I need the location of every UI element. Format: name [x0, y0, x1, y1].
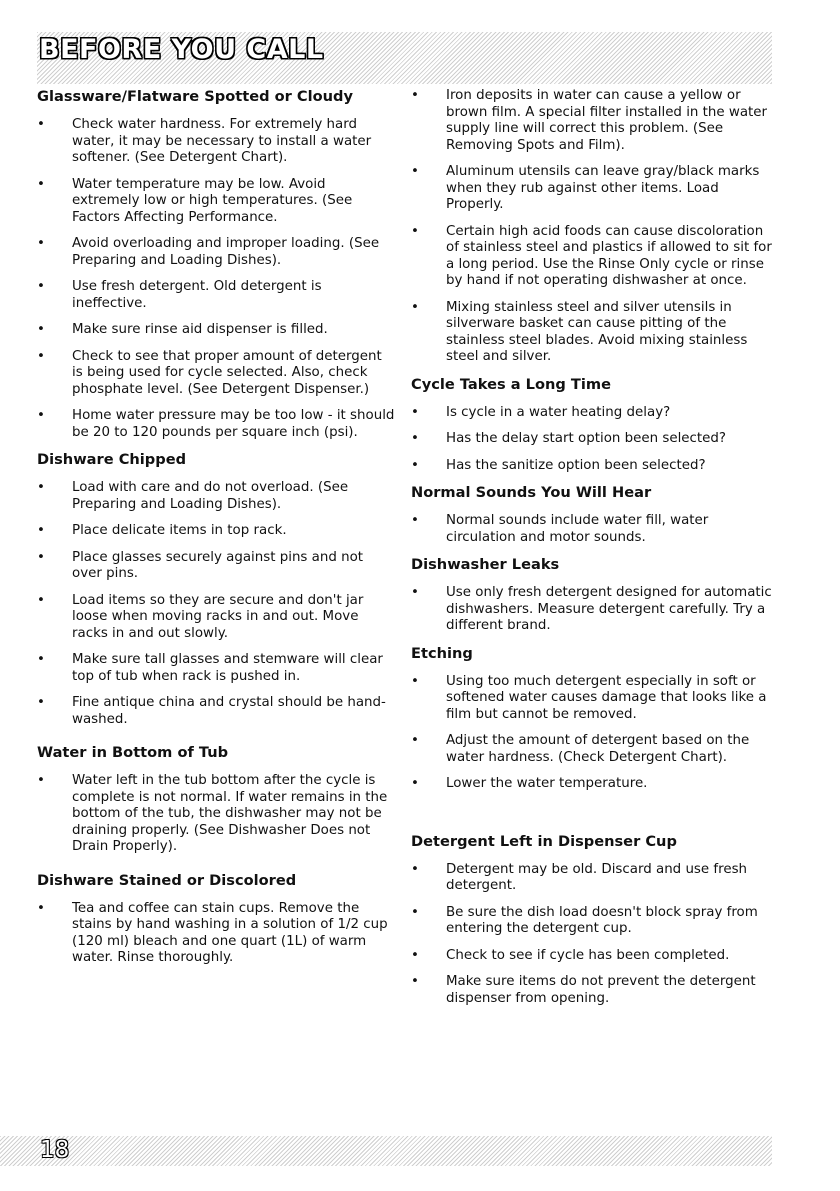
list-item: • Adjust the amount of detergent based on the water hardness. (Check Detergent Chart). [411, 733, 750, 765]
section-dishware-chipped [37, 451, 395, 728]
list-item: • Make sure tall glasses and stemware will clear top of tub when rack is pushed in. [37, 652, 383, 684]
section-heading: Detergent Left in Dispenser Cup [411, 832, 677, 850]
list-item: • Water left in the tub bottom after the cycle is complete is not normal. If water remains in the bottom of the tub, the dishwasher may not be draining properly. (See Dishwasher Does not Drain Properly). [37, 773, 388, 854]
section-heading: Dishwasher Leaks [411, 556, 560, 573]
section-heading: Cycle Takes a Long Time [411, 375, 611, 393]
header-band [37, 32, 772, 84]
list-item: • Water temperature may be low. Avoid extremely low or high temperatures. (See Factors Affecting Performance. [37, 176, 353, 225]
list-item: • Lower the water temperature. [411, 776, 648, 791]
list-item: • Normal sounds include water fill, water circulation and motor sounds. [411, 513, 709, 545]
section-detergent-left [411, 833, 776, 1008]
list-item: • Mixing stainless steel and silver utensils in silverware basket can cause pitting of the stainless steel blades. Avoid mixing stainless steel and silver. [411, 299, 748, 364]
section-normal-sounds [411, 484, 776, 546]
section-heading: Normal Sounds You Will Hear [411, 484, 652, 501]
list-item: • Check to see if cycle has been completed. [411, 947, 730, 963]
list-item: • Has the delay start option been selected? [411, 431, 726, 446]
list-item: • Place glasses securely against pins and not over pins. [37, 549, 364, 581]
list-item: • Make sure rinse aid dispenser is filled. [37, 322, 328, 337]
list-item: • Avoid overloading and improper loading. (See Preparing and Loading Dishes). [37, 236, 380, 268]
list-item: • Detergent may be old. Discard and use fresh detergent. [411, 861, 748, 893]
list-item: • Load with care and do not overload. (See Preparing and Loading Dishes). [37, 480, 349, 512]
list-item: • Is cycle in a water heating delay? [411, 404, 671, 420]
section-heading: Etching [411, 644, 473, 662]
list-item: • Use only fresh detergent designed for automatic dishwashers. Measure detergent carefully. Try a different brand. [411, 585, 772, 633]
list-item: • Be sure the dish load doesn't block spray from entering the detergent cup. [411, 904, 758, 936]
list-item: • Check to see that proper amount of detergent is being used for cycle selected. Also, check phosphate level. (See Detergent Dispenser.) [37, 348, 382, 397]
list-item: • Aluminum utensils can leave gray/black marks when they rub against other items. Load Properly. [411, 164, 760, 212]
page-title: BEFORE YOU CALL [39, 34, 324, 65]
section-etching [411, 645, 776, 793]
list-item: • Home water pressure may be too low - it should be 20 to 120 pounds per square inch (psi). [37, 408, 395, 440]
list-item: • Iron deposits in water can cause a yellow or brown film. A special filter installed in the water supply line will correct this problem. (See Removing Spots and Film). [411, 88, 768, 153]
list-item: • Certain high acid foods can cause discoloration of stainless steel and plastics if allowed to sit for a long period. Use the Rinse Only cycle or rinse by hand if not operating dishwasher at once. [411, 223, 772, 288]
page-number: 18 [40, 1137, 70, 1163]
section-heading: Dishware Chipped [37, 451, 187, 468]
section-dishwasher-leaks [411, 556, 776, 635]
list-item: • Check water hardness. For extremely hard water, it may be necessary to install a water softener. (See Detergent Chart). [37, 117, 372, 165]
left-column [37, 88, 395, 977]
list-item: • Has the sanitize option been selected? [411, 457, 706, 473]
section-cycle-long [411, 376, 776, 475]
list-item: • Use fresh detergent. Old detergent is ineffective. [37, 279, 322, 311]
list-item: • Fine antique china and crystal should be hand-washed. [37, 695, 386, 727]
section-heading: Glassware/Flatware Spotted or Cloudy [37, 88, 354, 105]
section-heading: Dishware Stained or Discolored [37, 871, 297, 889]
section-dishware-stained [37, 872, 395, 967]
section-water-in-tub [37, 744, 395, 856]
list-item: • Using too much detergent especially in soft or softened water causes damage that looks like a film but cannot be removed. [411, 673, 767, 722]
list-item: • Make sure items do not prevent the detergent dispenser from opening. [411, 974, 756, 1006]
section-continued [411, 88, 776, 366]
section-glassware [37, 88, 395, 441]
list-item: • Place delicate items in top rack. [37, 523, 287, 538]
list-item: • Tea and coffee can stain cups. Remove the stains by hand washing in a solution of 1/2 cup (120 ml) bleach and one quart (1L) of warm water. Rinse thoroughly. [37, 900, 388, 965]
right-column [411, 88, 776, 1017]
footer-band [0, 1136, 772, 1166]
section-heading: Water in Bottom of Tub [37, 744, 229, 761]
list-item: • Load items so they are secure and don't jar loose when moving racks in and out. Move racks in and out slowly. [37, 592, 364, 641]
